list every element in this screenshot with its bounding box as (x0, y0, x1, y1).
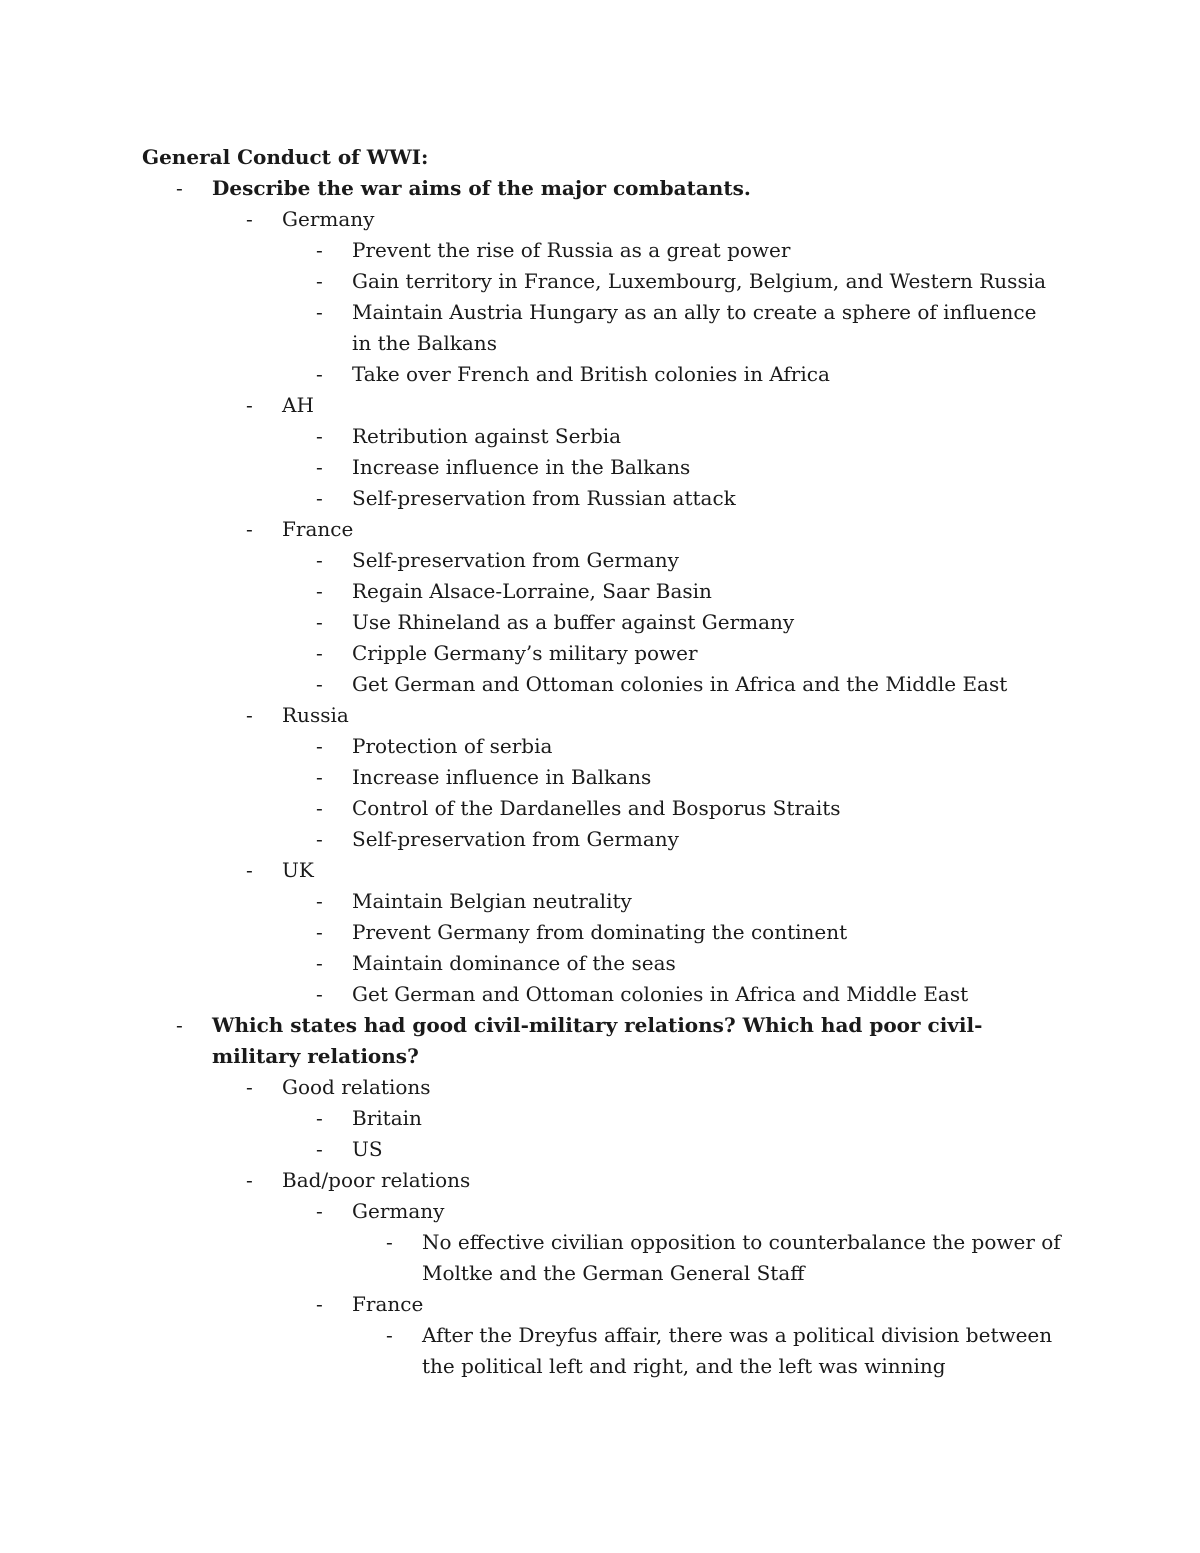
bullet-dash: - (316, 765, 323, 789)
aim-text: Increase influence in the Balkans (352, 455, 691, 479)
group-item (212, 1165, 1062, 1382)
aim-item (282, 1196, 1062, 1289)
aim-text: Control of the Dardanelles and Bosporus Straits (352, 796, 841, 820)
aim-item (282, 731, 1062, 762)
bullet-dash: - (316, 827, 323, 851)
aim-text: Prevent the rise of Russia as a great power (352, 238, 791, 262)
aim-list (282, 1196, 1062, 1382)
outline (142, 173, 1062, 1382)
group-item (212, 855, 1062, 1010)
aim-text: Get German and Ottoman colonies in Africa and Middle East (352, 982, 969, 1006)
aim-item (282, 266, 1062, 297)
document-title: General Conduct of WWI: (142, 145, 429, 169)
aim-text: Self-preservation from Germany (352, 548, 679, 572)
question-item (142, 1010, 1062, 1382)
bullet-dash: - (316, 889, 323, 913)
aim-item (282, 483, 1062, 514)
bullet-dash: - (316, 300, 323, 324)
bullet-dash: - (316, 1199, 323, 1223)
bullet-dash: - (316, 951, 323, 975)
bullet-dash: - (316, 579, 323, 603)
aim-item (282, 545, 1062, 576)
aim-item (282, 1134, 1062, 1165)
aim-text: Use Rhineland as a buffer against Germany (352, 610, 795, 634)
aim-item (282, 824, 1062, 855)
bullet-dash: - (386, 1323, 393, 1347)
aim-item (282, 1289, 1062, 1382)
aim-text: Regain Alsace-Lorraine, Saar Basin (352, 579, 712, 603)
group-label: France (282, 517, 354, 541)
aim-item (282, 607, 1062, 638)
aim-item (282, 762, 1062, 793)
detail-list (352, 1320, 1062, 1382)
question-text: Describe the war aims of the major combatants. (212, 176, 751, 200)
bullet-dash: - (316, 641, 323, 665)
aim-item (282, 235, 1062, 266)
detail-item (352, 1227, 1062, 1289)
aim-item (282, 297, 1062, 359)
aim-text: Retribution against Serbia (352, 424, 622, 448)
group-label: Bad/poor relations (282, 1168, 471, 1192)
group-list (212, 1072, 1062, 1382)
bullet-dash: - (246, 858, 253, 882)
aim-text: Get German and Ottoman colonies in Africa and the Middle East (352, 672, 1008, 696)
bullet-dash: - (316, 269, 323, 293)
aim-text: Protection of serbia (352, 734, 553, 758)
aim-item (282, 948, 1062, 979)
bullet-dash: - (316, 734, 323, 758)
bullet-dash: - (316, 1292, 323, 1316)
group-label: AH (282, 393, 314, 417)
aim-item (282, 886, 1062, 917)
bullet-dash: - (316, 362, 323, 386)
bullet-dash: - (386, 1230, 393, 1254)
bullet-dash: - (316, 548, 323, 572)
group-label: UK (282, 858, 314, 882)
bullet-dash: - (246, 1075, 253, 1099)
aim-list (282, 731, 1062, 855)
aim-item (282, 421, 1062, 452)
bullet-dash: - (176, 1013, 183, 1037)
bullet-dash: - (176, 176, 183, 200)
aim-list (282, 235, 1062, 390)
group-label: Germany (282, 207, 375, 231)
aim-item (282, 979, 1062, 1010)
detail-item (352, 1320, 1062, 1382)
aim-text: Maintain Austria Hungary as an ally to create a sphere of influence in the Balkans (352, 300, 1037, 355)
detail-text: No effective civilian opposition to counterbalance the power of Moltke and the German General Staff (422, 1230, 1061, 1285)
aim-text: Maintain Belgian neutrality (352, 889, 632, 913)
aim-item (282, 1103, 1062, 1134)
group-item (212, 204, 1062, 390)
aim-item (282, 452, 1062, 483)
aim-list (282, 886, 1062, 1010)
aim-text: Take over French and British colonies in Africa (352, 362, 830, 386)
group-label: Good relations (282, 1075, 431, 1099)
group-item (212, 700, 1062, 855)
question-item (142, 173, 1062, 1010)
aim-list (282, 421, 1062, 514)
bullet-dash: - (316, 610, 323, 634)
aim-text: Germany (352, 1199, 445, 1223)
bullet-dash: - (316, 672, 323, 696)
aim-text: Maintain dominance of the seas (352, 951, 676, 975)
bullet-dash: - (316, 238, 323, 262)
bullet-dash: - (316, 920, 323, 944)
bullet-dash: - (316, 982, 323, 1006)
aim-text: Gain territory in France, Luxembourg, Belgium, and Western Russia (352, 269, 1047, 293)
bullet-dash: - (316, 1106, 323, 1130)
group-item (212, 514, 1062, 700)
aim-text: Britain (352, 1106, 422, 1130)
bullet-dash: - (246, 703, 253, 727)
aim-list (282, 1103, 1062, 1165)
bullet-dash: - (246, 207, 253, 231)
aim-item (282, 917, 1062, 948)
bullet-dash: - (246, 517, 253, 541)
group-list (212, 204, 1062, 1010)
detail-list (352, 1227, 1062, 1289)
aim-item (282, 576, 1062, 607)
group-item (212, 390, 1062, 514)
aim-item (282, 669, 1062, 700)
bullet-dash: - (316, 486, 323, 510)
bullet-dash: - (246, 393, 253, 417)
bullet-dash: - (316, 1137, 323, 1161)
bullet-dash: - (316, 796, 323, 820)
aim-text: Cripple Germany’s military power (352, 641, 698, 665)
bullet-dash: - (316, 424, 323, 448)
detail-text: After the Dreyfus affair, there was a political division between the political left and right, and the left was winning (422, 1323, 1053, 1378)
aim-text: Self-preservation from Russian attack (352, 486, 736, 510)
aim-text: Self-preservation from Germany (352, 827, 679, 851)
aim-text: Prevent Germany from dominating the continent (352, 920, 848, 944)
bullet-dash: - (316, 455, 323, 479)
aim-text: US (352, 1137, 383, 1161)
group-item (212, 1072, 1062, 1165)
aim-item (282, 359, 1062, 390)
aim-text: Increase influence in Balkans (352, 765, 652, 789)
question-text: Which states had good civil-military relations? Which had poor civil-military relations? (212, 1013, 983, 1068)
aim-item (282, 793, 1062, 824)
group-label: Russia (282, 703, 349, 727)
aim-item (282, 638, 1062, 669)
question-list (142, 173, 1062, 1382)
bullet-dash: - (246, 1168, 253, 1192)
aim-text: France (352, 1292, 424, 1316)
aim-list (282, 545, 1062, 700)
